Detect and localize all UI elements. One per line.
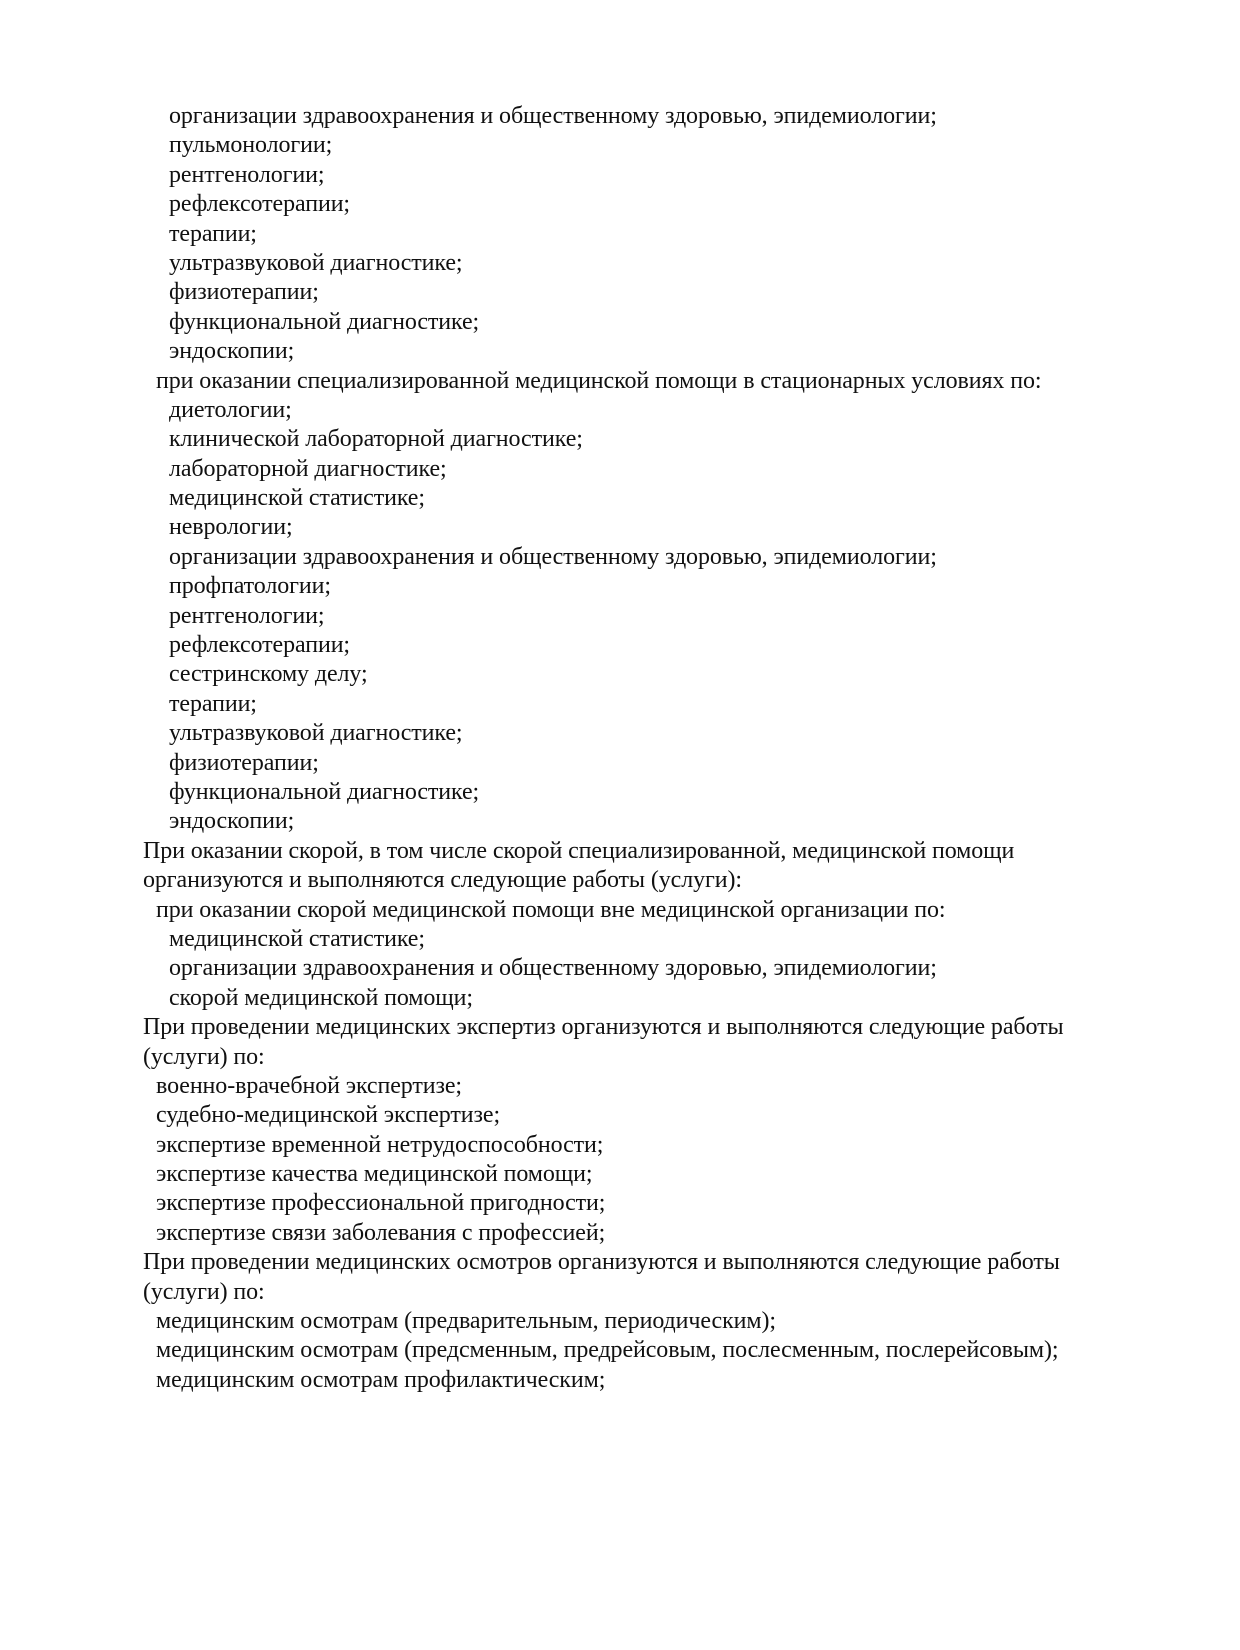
sublist-item-line: ультразвуковой диагностике; bbox=[169, 249, 463, 276]
sublist-item-line: скорой медицинской помощи; bbox=[169, 984, 473, 1011]
paragraph-line: организуются и выполняются следующие работы (услуги): bbox=[143, 867, 742, 894]
sublist-item-line: рентгенологии; bbox=[169, 161, 325, 188]
list-item-line: медицинским осмотрам (предсменным, предрейсовым, послесменным, послерейсовым); bbox=[156, 1337, 1059, 1364]
list-item-line: медицинским осмотрам профилактическим; bbox=[156, 1366, 606, 1393]
sublist-item-line: медицинской статистике; bbox=[169, 485, 425, 512]
list-item-line: при оказании специализированной медицинской помощи в стационарных условиях по: bbox=[156, 367, 1042, 394]
sublist-item-line: рефлексотерапии; bbox=[169, 632, 351, 659]
sublist-item-line: пульмонологии; bbox=[169, 132, 333, 159]
sublist-item-line: ультразвуковой диагностике; bbox=[169, 720, 463, 747]
sublist-item-line: терапии; bbox=[169, 690, 257, 717]
sublist-item-line: рентгенологии; bbox=[169, 602, 325, 629]
list-item-line: экспертизе профессиональной пригодности; bbox=[156, 1190, 606, 1217]
list-item-line: при оказании скорой медицинской помощи вне медицинской организации по: bbox=[156, 896, 946, 923]
list-item-line: экспертизе временной нетрудоспособности; bbox=[156, 1131, 604, 1158]
sublist-item-line: терапии; bbox=[169, 220, 257, 247]
sublist-item-line: функциональной диагностике; bbox=[169, 778, 480, 805]
sublist-item-line: рефлексотерапии; bbox=[169, 191, 351, 218]
sublist-item-line: лабораторной диагностике; bbox=[169, 455, 447, 482]
sublist-item-line: сестринскому делу; bbox=[169, 661, 368, 688]
sublist-item-line: физиотерапии; bbox=[169, 279, 319, 306]
list-item-line: военно-врачебной экспертизе; bbox=[156, 1072, 462, 1099]
sublist-item-line: организации здравоохранения и общественному здоровью, эпидемиологии; bbox=[169, 543, 937, 570]
sublist-item-line: неврологии; bbox=[169, 514, 293, 541]
paragraph-line: При проведении медицинских экспертиз организуются и выполняются следующие работы bbox=[143, 1014, 1064, 1041]
paragraph-line: (услуги) по: bbox=[143, 1043, 265, 1070]
document-text-block bbox=[143, 102, 1103, 1395]
list-item-line: экспертизе качества медицинской помощи; bbox=[156, 1161, 593, 1188]
paragraph-line: При оказании скорой, в том числе скорой специализированной, медицинской помощи bbox=[143, 837, 1015, 864]
sublist-item-line: эндоскопии; bbox=[169, 338, 295, 365]
sublist-item-line: физиотерапии; bbox=[169, 749, 319, 776]
sublist-item-line: профпатологии; bbox=[169, 573, 331, 600]
list-item-line: экспертизе связи заболевания с профессией; bbox=[156, 1219, 606, 1246]
list-item-line: медицинским осмотрам (предварительным, периодическим); bbox=[156, 1308, 776, 1335]
sublist-item-line: эндоскопии; bbox=[169, 808, 295, 835]
paragraph-line: (услуги) по: bbox=[143, 1278, 265, 1305]
sublist-item-line: диетологии; bbox=[169, 396, 292, 423]
sublist-item-line: клинической лабораторной диагностике; bbox=[169, 426, 583, 453]
paragraph-line: При проведении медицинских осмотров организуются и выполняются следующие работы bbox=[143, 1249, 1060, 1276]
sublist-item-line: организации здравоохранения и общественному здоровью, эпидемиологии; bbox=[169, 955, 937, 982]
sublist-item-line: функциональной диагностике; bbox=[169, 308, 480, 335]
sublist-item-line: медицинской статистике; bbox=[169, 925, 425, 952]
list-item-line: судебно-медицинской экспертизе; bbox=[156, 1102, 501, 1129]
sublist-item-line: организации здравоохранения и общественному здоровью, эпидемиологии; bbox=[169, 103, 937, 129]
